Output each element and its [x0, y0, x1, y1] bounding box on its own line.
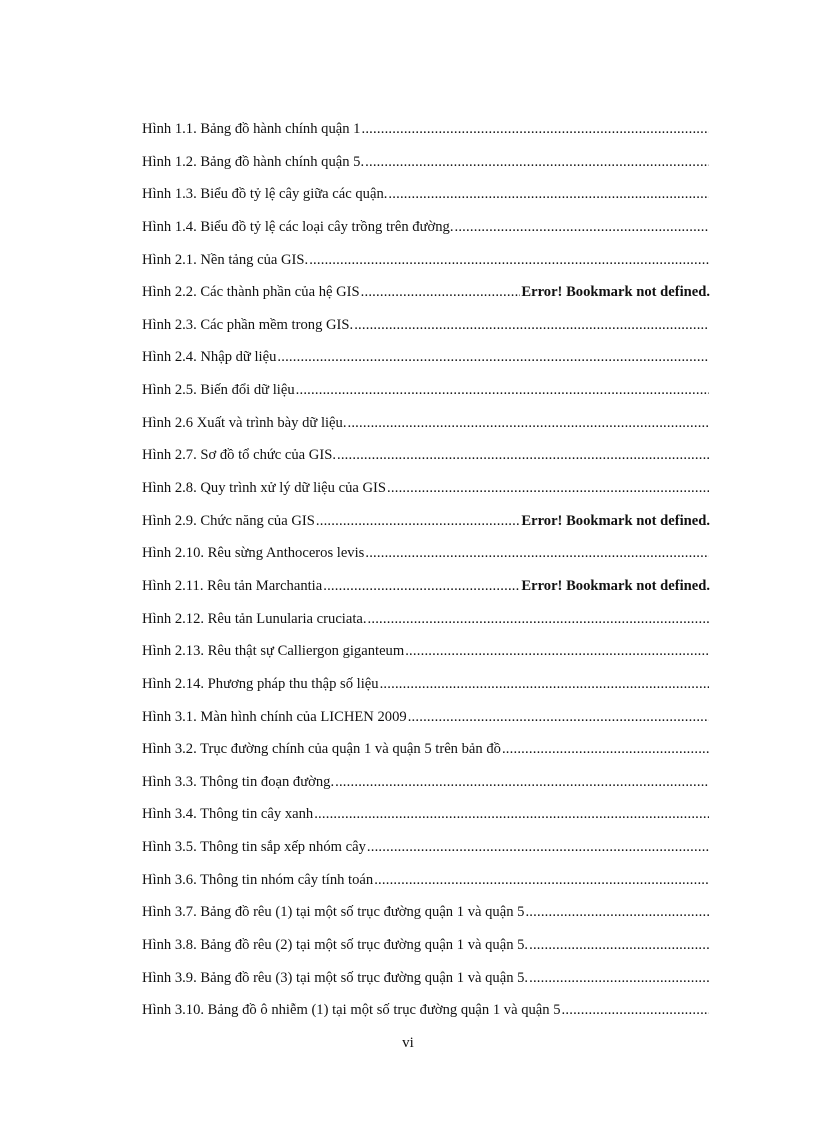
toc-entry-label: Hình 3.10. Bảng đồ ô nhiễm (1) tại một số trục đường quận 1 và quận 5: [142, 1002, 561, 1019]
dot-leader: [316, 505, 520, 538]
dot-leader: [502, 733, 709, 766]
toc-entry[interactable]: [142, 505, 710, 538]
dot-leader: [405, 635, 709, 668]
bookmark-error: Error! Bookmark not defined.: [521, 284, 710, 301]
dot-leader: [367, 831, 709, 864]
toc-entry-label: Hình 2.3. Các phần mềm trong GIS.: [142, 316, 354, 333]
toc-entry-label: Hình 1.1. Bảng đồ hành chính quận 1: [142, 121, 361, 137]
dot-leader: [361, 276, 521, 309]
dot-leader: [354, 309, 709, 342]
toc-entry[interactable]: [142, 146, 710, 179]
toc-entry-label: Hình 2.1. Nền tảng của GIS.: [142, 251, 309, 268]
dot-leader: [296, 374, 709, 407]
toc-entry-label: Hình 2.4. Nhập dữ liệu: [142, 349, 277, 366]
toc-entry[interactable]: [142, 244, 710, 277]
toc-entry-label: Hình 3.7. Bảng đồ rêu (1) tại một số trục đường quận 1 và quận 5: [142, 904, 525, 921]
toc-entry-label: Hình 1.4. Biểu đồ tỷ lệ các loại cây trồng trên đường.: [142, 218, 454, 235]
toc-entry[interactable]: [142, 374, 710, 407]
dot-leader: [365, 537, 709, 570]
toc-entry[interactable]: [142, 733, 710, 766]
bookmark-error: Error! Bookmark not defined.: [521, 577, 710, 594]
toc-entry[interactable]: [142, 766, 710, 799]
dot-leader: [408, 701, 709, 734]
page-number: vi: [402, 1035, 414, 1051]
dot-leader: [525, 896, 709, 929]
toc-entry[interactable]: [142, 113, 710, 146]
dot-leader: [374, 864, 709, 897]
table-of-figures: [142, 113, 710, 1027]
toc-entry[interactable]: [142, 929, 710, 962]
toc-entry[interactable]: [142, 701, 710, 734]
toc-entry-label: Hình 3.2. Trục đường chính của quận 1 và quận 5 trên bản đồ: [142, 741, 501, 758]
toc-entry-label: Hình 3.6. Thông tin nhóm cây tính toán: [142, 871, 374, 888]
toc-entry[interactable]: [142, 668, 710, 701]
toc-entry[interactable]: [142, 211, 710, 244]
toc-entry[interactable]: [142, 798, 710, 831]
toc-entry[interactable]: [142, 635, 710, 668]
dot-leader: [365, 146, 709, 179]
toc-entry-label: Hình 2.2. Các thành phần của hệ GIS: [142, 284, 360, 301]
bookmark-error: Error! Bookmark not defined.: [521, 512, 710, 529]
dot-leader: [454, 211, 709, 244]
toc-entry[interactable]: [142, 864, 710, 897]
toc-entry-label: Hình 2.13. Rêu thật sự Calliergon giganteum: [142, 643, 405, 660]
toc-entry-label: Hình 2.7. Sơ đồ tổ chức của GIS.: [142, 447, 336, 464]
dot-leader: [314, 798, 709, 831]
toc-entry[interactable]: [142, 341, 710, 374]
dot-leader: [529, 929, 709, 962]
dot-leader: [277, 341, 709, 374]
toc-entry[interactable]: [142, 994, 710, 1027]
toc-entry-label: Hình 2.9. Chức năng của GIS: [142, 512, 315, 529]
dot-leader: [388, 178, 709, 211]
toc-entry[interactable]: [142, 407, 710, 440]
toc-entry-label: Hình 3.8. Bảng đồ rêu (2) tại một số trục đường quận 1 và quận 5.: [142, 937, 529, 954]
dot-leader: [347, 407, 709, 440]
toc-entry-label: Hình 2.8. Quy trình xử lý dữ liệu của GIS: [142, 480, 387, 497]
toc-entry[interactable]: [142, 309, 710, 342]
dot-leader: [361, 113, 709, 146]
dot-leader: [309, 244, 709, 277]
toc-entry[interactable]: [142, 276, 710, 309]
toc-entry-label: Hình 1.3. Biểu đồ tỷ lệ cây giữa các quận.: [142, 186, 388, 203]
toc-entry-label: Hình 2.5. Biến đổi dữ liệu: [142, 382, 295, 399]
toc-entry[interactable]: [142, 472, 710, 505]
dot-leader: [335, 766, 709, 799]
toc-entry[interactable]: [142, 896, 710, 929]
toc-entry-label: Hình 3.5. Thông tin sắp xếp nhóm cây: [142, 839, 366, 856]
dot-leader: [368, 603, 709, 636]
dot-leader: [337, 439, 709, 472]
toc-entry[interactable]: [142, 537, 710, 570]
toc-entry-label: Hình 3.4. Thông tin cây xanh: [142, 806, 314, 823]
toc-entry[interactable]: [142, 178, 710, 211]
dot-leader: [323, 570, 520, 603]
dot-leader: [380, 668, 709, 701]
dot-leader: [387, 472, 709, 505]
toc-entry-label: Hình 3.9. Bảng đồ rêu (3) tại một số trục đường quận 1 và quận 5.: [142, 969, 529, 986]
toc-entry-label: Hình 1.2. Bảng đồ hành chính quận 5.: [142, 153, 365, 170]
toc-entry-label: Hình 2.14. Phương pháp thu thập số liệu: [142, 675, 379, 692]
toc-entry[interactable]: [142, 831, 710, 864]
toc-entry[interactable]: [142, 603, 710, 636]
toc-entry-label: Hình 2.12. Rêu tản Lunularia cruciata.: [142, 610, 367, 627]
toc-entry-label: Hình 2.6 Xuất và trình bày dữ liệu.: [142, 414, 347, 431]
dot-leader: [529, 962, 709, 995]
toc-entry[interactable]: [142, 570, 710, 603]
toc-entry-label: Hình 3.3. Thông tin đoạn đường.: [142, 773, 335, 790]
toc-entry-label: Hình 2.10. Rêu sừng Anthoceros levis: [142, 545, 365, 562]
toc-entry[interactable]: [142, 962, 710, 995]
toc-entry-label: Hình 3.1. Màn hình chính của LICHEN 2009: [142, 708, 407, 725]
toc-entry-label: Hình 2.11. Rêu tản Marchantia: [142, 577, 323, 594]
dot-leader: [562, 994, 709, 1027]
toc-entry[interactable]: [142, 439, 710, 472]
